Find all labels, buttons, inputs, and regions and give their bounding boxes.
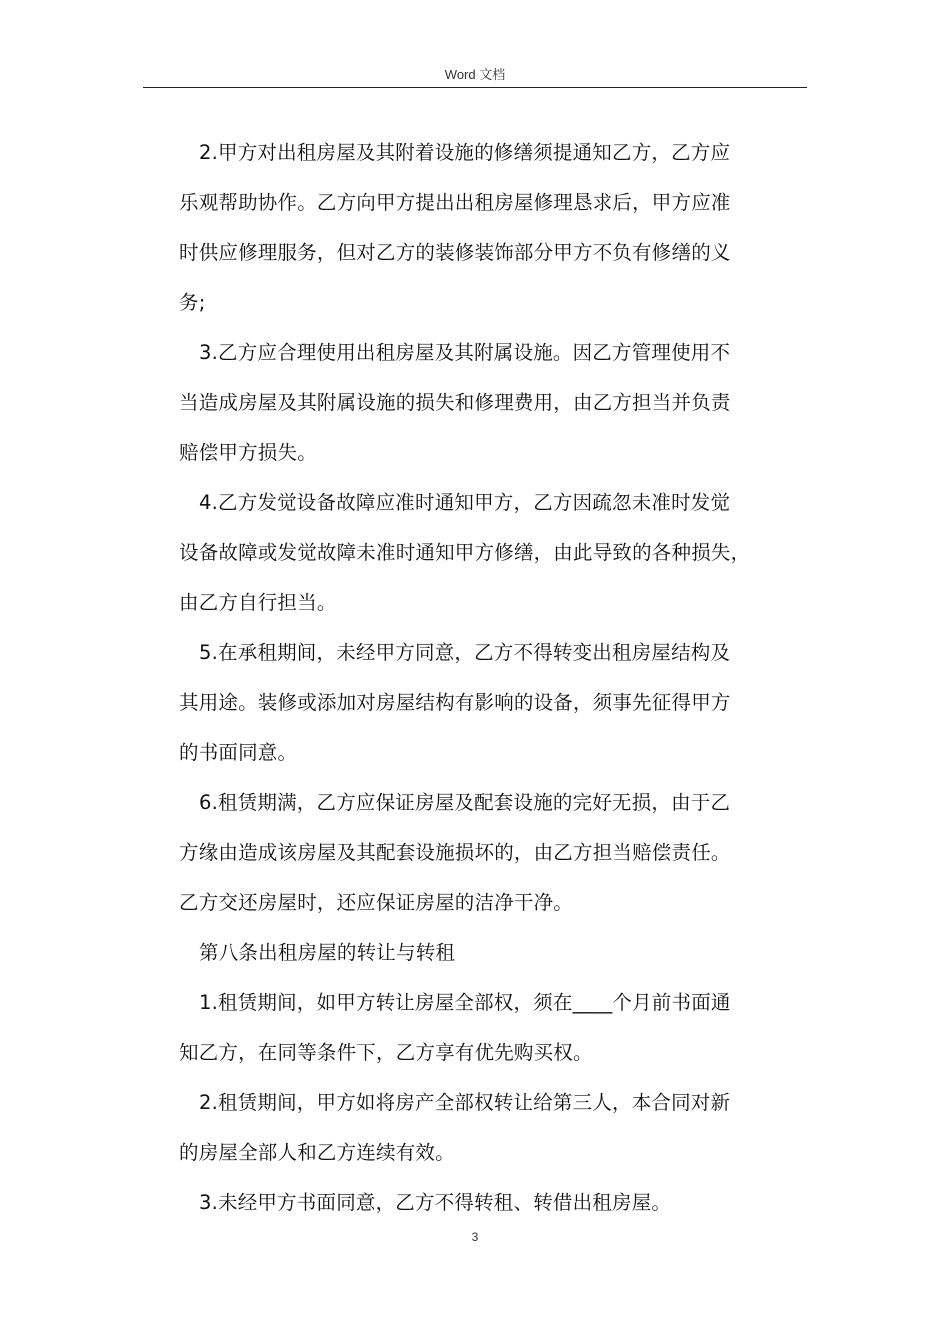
header-divider xyxy=(143,87,807,88)
paragraph-line: 3.乙方应合理使用出租房屋及其附属设施。因乙方管理使用不 xyxy=(199,341,731,364)
paragraph-line: 知乙方，在同等条件下，乙方享有优先购买权。 xyxy=(179,1041,593,1064)
paragraph-line: 乐观帮助协作。乙方向甲方提出出租房屋修理恳求后，甲方应准 xyxy=(179,191,731,214)
paragraph-line: 设备故障或发觉故障未准时通知甲方修缮，由此导致的各种损失， xyxy=(179,541,751,564)
paragraph-line: 乙方交还房屋时，还应保证房屋的洁净干净。 xyxy=(179,891,574,914)
paragraph-clause-7-3 xyxy=(179,328,819,478)
section-heading: 第八条出租房屋的转让与转租 xyxy=(199,941,456,964)
paragraph-line: 2.甲方对出租房屋及其附着设施的修缮须提通知乙方，乙方应 xyxy=(199,141,731,164)
paragraph-line: 务; xyxy=(179,291,206,314)
paragraph-clause-8-1 xyxy=(179,978,819,1078)
paragraph-line: 的书面同意。 xyxy=(179,741,298,764)
paragraph-clause-7-2 xyxy=(179,128,819,328)
page-header: Word 文档 xyxy=(444,67,506,82)
paragraph-line: 时供应修理服务，但对乙方的装修装饰部分甲方不负有修缮的义 xyxy=(179,241,731,264)
paragraph-line: 3.未经甲方书面同意，乙方不得转租、转借出租房屋。 xyxy=(199,1191,672,1214)
paragraph-clause-7-6 xyxy=(179,778,819,928)
paragraph-line: 的房屋全部人和乙方连续有效。 xyxy=(179,1141,455,1164)
paragraph-line: 2.租赁期间，甲方如将房产全部权转让给第三人，本合同对新 xyxy=(199,1091,731,1114)
paragraph-line: 1.租赁期间，如甲方转让房屋全部权，须在____个月前书面通 xyxy=(199,991,731,1014)
document-body xyxy=(179,128,819,1228)
paragraph-line: 方缘由造成该房屋及其配套设施损坏的，由乙方担当赔偿责任。 xyxy=(179,841,731,864)
page-number: 3 xyxy=(471,1230,479,1244)
paragraph-clause-8-3 xyxy=(179,1178,819,1228)
paragraph-clause-7-5 xyxy=(179,628,819,778)
section-heading-article-8 xyxy=(179,928,819,978)
paragraph-clause-7-4 xyxy=(179,478,819,628)
paragraph-line: 由乙方自行担当。 xyxy=(179,591,337,614)
paragraph-line: 当造成房屋及其附属设施的损失和修理费用，由乙方担当并负责 xyxy=(179,391,731,414)
paragraph-line: 4.乙方发觉设备故障应准时通知甲方，乙方因疏忽未准时发觉 xyxy=(199,491,731,514)
paragraph-line: 赔偿甲方损失。 xyxy=(179,441,317,464)
paragraph-clause-8-2 xyxy=(179,1078,819,1178)
paragraph-line: 5.在承租期间，未经甲方同意，乙方不得转变出租房屋结构及 xyxy=(199,641,731,664)
paragraph-line: 6.租赁期满，乙方应保证房屋及配套设施的完好无损，由于乙 xyxy=(199,791,731,814)
paragraph-line: 其用途。装修或添加对房屋结构有影响的设备，须事先征得甲方 xyxy=(179,691,731,714)
